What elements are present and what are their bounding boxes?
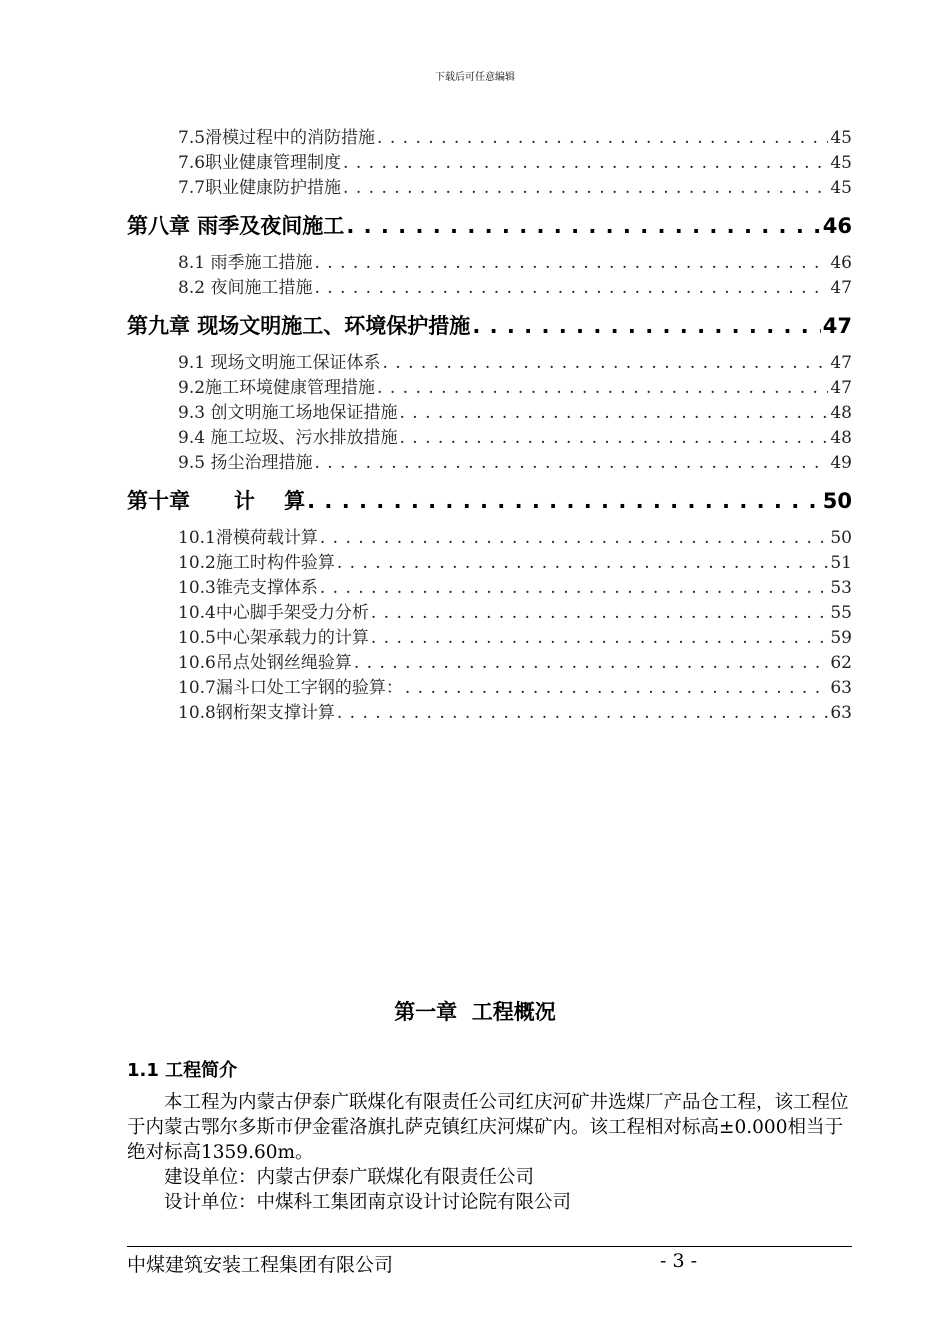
toc-entry[interactable] (127, 251, 852, 276)
toc-chapter-page: 47 (822, 314, 852, 338)
toc-entry-label: 8.2 夜间施工措施 (178, 278, 313, 298)
toc-entry-label: 10.2施工时构件验算 (178, 553, 335, 573)
toc-entry-page: 55 (830, 603, 852, 623)
toc-entry-label: 9.2施工环境健康管理措施 (178, 378, 376, 398)
footer-company: 中煤建筑安装工程集团有限公司 (127, 1254, 394, 1276)
toc-leader-dots (399, 401, 828, 426)
toc-entry[interactable] (127, 551, 852, 576)
toc-entry[interactable] (127, 526, 852, 551)
toc-entry-page: 47 (830, 353, 852, 373)
toc-entry-page: 62 (830, 653, 852, 673)
toc-entry-page: 59 (830, 628, 852, 648)
footer-page-number: - 3 - (660, 1250, 698, 1272)
toc-leader-dots (346, 201, 820, 251)
toc-leader-dots (343, 176, 828, 201)
toc-entry[interactable] (127, 351, 852, 376)
toc-entry-page: 51 (830, 553, 852, 573)
toc-entry-label: 8.1 雨季施工措施 (178, 253, 313, 273)
toc-entry-label: 7.5滑模过程中的消防措施 (178, 128, 376, 148)
intro-paragraph: 本工程为内蒙古伊泰广联煤化有限责任公司红庆河矿井选煤厂产品仓工程，该工程位于内蒙古鄂尔多斯市伊金霍洛旗扎萨克镇红庆河煤矿内。该工程相对标高±0.000相当于绝对标高1359.60m。 (127, 1092, 849, 1163)
toc-leader-dots (307, 476, 821, 526)
toc-leader-dots (320, 576, 829, 601)
toc-entry-page: 49 (830, 453, 852, 473)
toc-chapter-10[interactable] (127, 476, 852, 526)
toc-entry[interactable] (127, 651, 852, 676)
toc-leader-dots (405, 676, 829, 701)
toc-leader-dots (371, 626, 829, 651)
footer-divider (127, 1246, 852, 1247)
toc-entry-label: 10.8钢桁架支撑计算 (178, 703, 335, 723)
toc-entry-label: 10.3锥壳支撑体系 (178, 578, 318, 598)
toc-entry[interactable] (127, 176, 852, 201)
toc-chapter-page: 50 (822, 489, 852, 513)
toc-chapter-label: 第八章 雨季及夜间施工 (127, 214, 345, 238)
toc-entry[interactable] (127, 401, 852, 426)
toc-entry-page: 63 (830, 703, 852, 723)
toc-entry-page: 53 (830, 578, 852, 598)
body-text (127, 1090, 852, 1215)
toc-chapter-8[interactable] (127, 201, 852, 251)
toc-entry[interactable] (127, 576, 852, 601)
toc-leader-dots (382, 351, 828, 376)
design-unit-line: 设计单位：中煤科工集团南京设计讨论院有限公司 (164, 1192, 572, 1213)
toc-entry[interactable] (127, 601, 852, 626)
toc-entry-page: 48 (830, 428, 852, 448)
toc-entry-label: 7.7职业健康防护措施 (178, 178, 342, 198)
toc-leader-dots (314, 451, 828, 476)
toc-entry-label: 10.1滑模荷载计算 (178, 528, 318, 548)
toc-leader-dots (377, 376, 828, 401)
toc-leader-dots (314, 251, 828, 276)
toc-chapter-label: 第十章 计 算 (127, 489, 306, 513)
toc-entry-page: 47 (830, 378, 852, 398)
chapter-title: 第一章 工程概况 (394, 1000, 556, 1024)
toc-entry[interactable] (127, 626, 852, 651)
toc-chapter-9[interactable] (127, 301, 852, 351)
toc-entry-label: 10.5中心架承载力的计算 (178, 628, 369, 648)
toc-leader-dots (399, 426, 828, 451)
toc-entry-label: 9.3 创文明施工场地保证措施 (178, 403, 398, 423)
toc-entry-page: 45 (830, 178, 852, 198)
toc-entry[interactable] (127, 451, 852, 476)
toc-entry[interactable] (127, 151, 852, 176)
toc-entry-page: 50 (830, 528, 852, 548)
toc-leader-dots (343, 151, 828, 176)
toc-entry-label: 10.7漏斗口处工字钢的验算： (178, 678, 403, 698)
toc-leader-dots (314, 276, 828, 301)
toc-leader-dots (371, 601, 829, 626)
toc-entry-label: 7.6职业健康管理制度 (178, 153, 342, 173)
toc-entry[interactable] (127, 276, 852, 301)
toc-entry-page: 48 (830, 403, 852, 423)
toc-entry-label: 10.6吊点处钢丝绳验算 (178, 653, 352, 673)
toc-leader-dots (320, 526, 829, 551)
toc-leader-dots (337, 701, 829, 726)
toc-chapter-label: 第九章 现场文明施工、环境保护措施 (127, 314, 471, 338)
toc-entry-label: 10.4中心脚手架受力分析 (178, 603, 369, 623)
toc-leader-dots (354, 651, 829, 676)
toc-leader-dots (377, 126, 828, 151)
construction-unit-line: 建设单位：内蒙古伊泰广联煤化有限责任公司 (164, 1167, 535, 1188)
toc-chapter-page: 46 (822, 214, 852, 238)
toc-entry[interactable] (127, 701, 852, 726)
toc-entry-page: 46 (830, 253, 852, 273)
table-of-contents (127, 126, 852, 726)
toc-entry[interactable] (127, 676, 852, 701)
toc-entry[interactable] (127, 126, 852, 151)
toc-entry-page: 47 (830, 278, 852, 298)
section-title: 1.1 工程简介 (127, 1060, 238, 1081)
toc-leader-dots (337, 551, 829, 576)
toc-entry-page: 45 (830, 128, 852, 148)
toc-entry-page: 45 (830, 153, 852, 173)
toc-entry-page: 63 (830, 678, 852, 698)
toc-entry[interactable] (127, 376, 852, 401)
toc-entry-label: 9.4 施工垃圾、污水排放措施 (178, 428, 398, 448)
header-watermark: 下载后可任意编辑 (435, 72, 515, 83)
toc-entry-label: 9.5 扬尘治理措施 (178, 453, 313, 473)
toc-leader-dots (472, 301, 820, 351)
toc-entry-label: 9.1 现场文明施工保证体系 (178, 353, 381, 373)
toc-entry[interactable] (127, 426, 852, 451)
